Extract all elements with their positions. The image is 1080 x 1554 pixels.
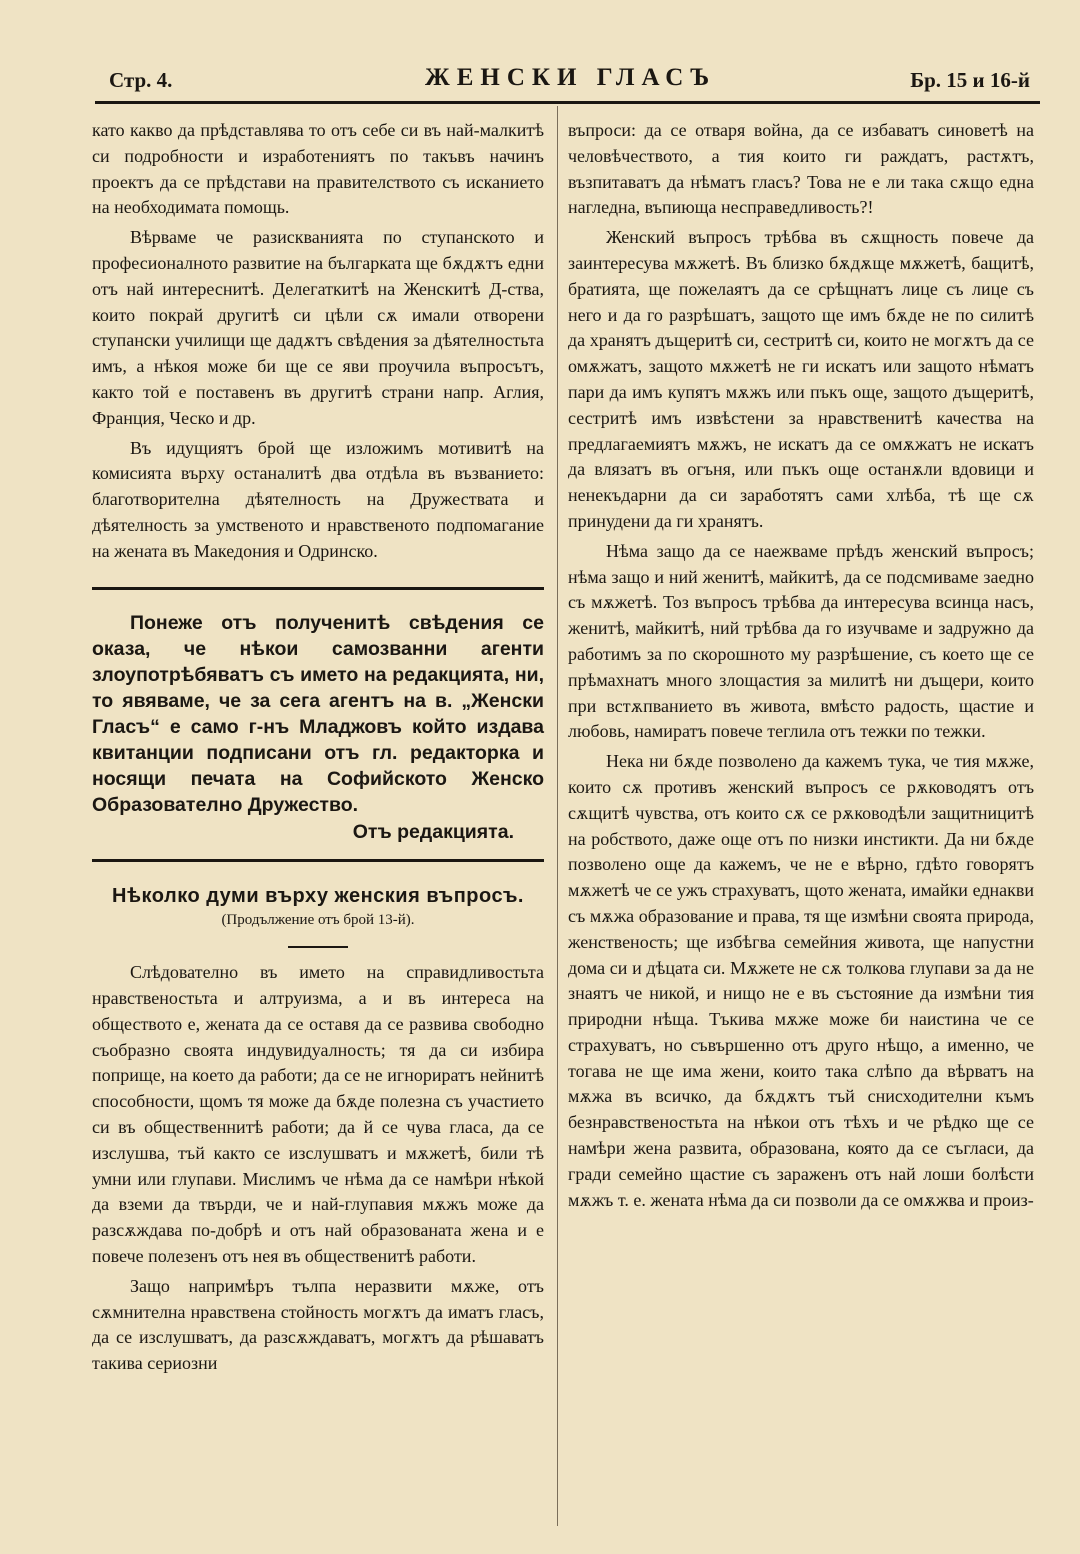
header-rule (95, 101, 1040, 104)
title-rule (288, 946, 348, 948)
paragraph: като какво да прѣдставлява то отъ себе си въ най-малкитѣ си подробности и изработениятъ по такъвъ начинъ проектъ да се прѣдстави на правителството съ исканието на необходимата помощь. (92, 120, 544, 218)
paragraph: Слѣдователно въ името на справидливостьта нравственостьта и алтруизма, а и въ интереса на обществото е, жената да се оставя да се развива свободно съобразно своята индувидуалность; тя да си избира поприще, на което да работи; да се не игнориратъ нейнитѣ способности, щомъ тя може да бѫде полезна съ участието си въ общественнитѣ работи; да й се чува гласа, да се изслушва, тъй както се изслушватъ и мѫжетѣ, били тѣ умни или глупави. Мислимъ че нѣма да се намѣри нѣкой да вземи да твърди, че и най-глупавия мѫжъ може да разсѫждава по-добрѣ и отъ най образованата жена и е повече полезенъ отъ нея въ общественитѣ работи. (92, 962, 544, 1266)
column-divider (557, 106, 558, 1526)
paragraph: Въ идущиятъ брой ще изложимъ мотивитѣ на комисията върху останалитѣ два отдѣла въ възванието: благотворителна дѣятелность на Дружествата и дѣятелность за умственото и нравственото подпомагание на жената въ Македония и Одринско. (92, 437, 544, 561)
article-title: Нѣколко думи върху женския въпросъ. (112, 885, 524, 908)
page-header (95, 62, 1040, 102)
masthead-title: ЖЕНСКИ ГЛАСЪ (425, 64, 717, 91)
left-column (92, 118, 544, 1377)
editorial-notice: Понеже отъ полученитѣ свѣдения се оказа, че нѣкои самозванни агенти злоупотрѣбяватъ съ името на редакцията, ни, то явяваме, че за сега агентъ на в. „Женски Гласъ“ е само г-нъ Младжовъ който издава квитанции подписани отъ гл. редакторка и носящи печата на Софийското Женско Образователно Дружество. (92, 611, 544, 816)
paragraph: въпроси: да се отваря война, да се избаватъ синоветѣ на человѣчеството, а тия които ги раждатъ, растѫтъ, възпитаватъ да нѣматъ гласъ? Това не е ли така сѫщо една нагледна, въпиюща несправедливость?! (568, 120, 1034, 218)
right-column (568, 118, 1034, 1213)
paragraph: Вѣрваме че разискванията по ступанското и професионалното развитие на българката ще бѫдѫтъ едни отъ най интереснитѣ. Делегаткитѣ на Женскитѣ Д-ства, които покрай другитѣ си цѣли сѫ имали отворени ступански училищи ще дадѫтъ свѣдения за дѣятелностьта имъ, а нѣкоя може би ще се яви проучила въпросътъ, както той е поставенъ въ другитѣ страни напр. Аглия, Франция, Ческо и др. (92, 227, 544, 428)
section-rule (92, 859, 544, 862)
paragraph: Защо напримѣръ тълпа неразвити мѫже, отъ сѫмнителна нравствена стойность могѫтъ да иматъ гласъ, да се изслушватъ, да разсѫждаватъ, могѫтъ да рѣшаватъ такива сериозни (92, 1275, 544, 1374)
notice-signature: Отъ редакцията. (352, 820, 514, 843)
section-rule (92, 587, 544, 590)
paragraph: Нѣма защо да се наежваме прѣдъ женский въпросъ; нѣма защо и ний женитѣ, майкитѣ, да се подсмиваме заедно съ мѫжетѣ. Тоз въпросъ трѣбва да интересува всинца насъ, женитѣ, майкитѣ, ний трѣбва да го изучваме и задружно да работимъ за по скорошното му разрѣшение, съ което ще се прѣмахнатъ много злощастия за милитѣ ни дъщери, които при встѫпванието въ живота, вмѣсто радость, щастие и любовь, намиратъ повече теглила отъ тежки по тежки. (568, 540, 1034, 742)
article-subtitle: (Продължение отъ брой 13-й). (221, 912, 415, 929)
paragraph: Нека ни бѫде позволено да кажемъ тука, че тия мѫже, които сѫ противъ женский въпросъ се рѫководятъ отъ сѫщитѣ чувства, отъ които сѫ се рѫководѣли защитницитѣ на робството, даже още отъ по низки инстикти. Да ни бѫде позволено още да кажемъ, че не е вѣрно, гдѣто говорятъ мѫжетѣ че се ужъ страхуватъ, щото жената, имайки еднакви съ мѫжа образование и права, тя ще измѣни своята природа, женственость; ще избѣгва семейния живота, ще напустни дома си и дѣцата си. Мѫжете не сѫ толкова глупави за да не знаятъ че никой, и нищо не е въ състояние да измѣни тия природни нѣща. Тъкива мѫже може би наистина че се страхуватъ, но съвършенно отъ друго нѣщо, а именно, че тогава не ще има жени, които така слѣпо да вѣрватъ на мѫжа въ всичко, да бѫдѫтъ тъй снисходителни къмъ безнравственостьта на нѣкои отъ тѣхъ и че рѣдко ще се намѣри жена развита, образована, която да се съгласи, да гради семейно щастие съ зараженъ отъ най лоши болѣсти мѫжъ т. е. жената нѣма да си позволи да се омѫжва и произ- (568, 751, 1034, 1210)
paragraph: Женский въпросъ трѣбва въ сѫщность повече да заинтересува мѫжетѣ. Въ близко бѫдѫще мѫжетѣ, бащитѣ, братията, ще пожелаятъ да се срѣщнатъ лице съ лице съ него и да го разрѣшатъ, защото ще имъ бѫде не по силитѣ да хранятъ дъщеритѣ си, сестритѣ си, които не могѫтъ да се омѫжатъ, защото мѫжетѣ не ги искатъ или защото нѣматъ пари да имъ купятъ мѫжъ или пъкъ още, защото дъщеритѣ, сестритѣ имъ извѣстени за нравственитѣ качества на предлагаемиятъ мѫжъ, не искатъ да се омѫжатъ не искатъ да влязатъ въ огъня, или пъкъ още останѫли вдовици и ненекъдарни да си заработятъ сами хлѣба, тѣ ще сѫ принудени да ги хранятъ. (568, 227, 1034, 531)
issue-number: Бр. 15 и 16-й (910, 68, 1030, 92)
page-number: Стр. 4. (109, 68, 173, 92)
